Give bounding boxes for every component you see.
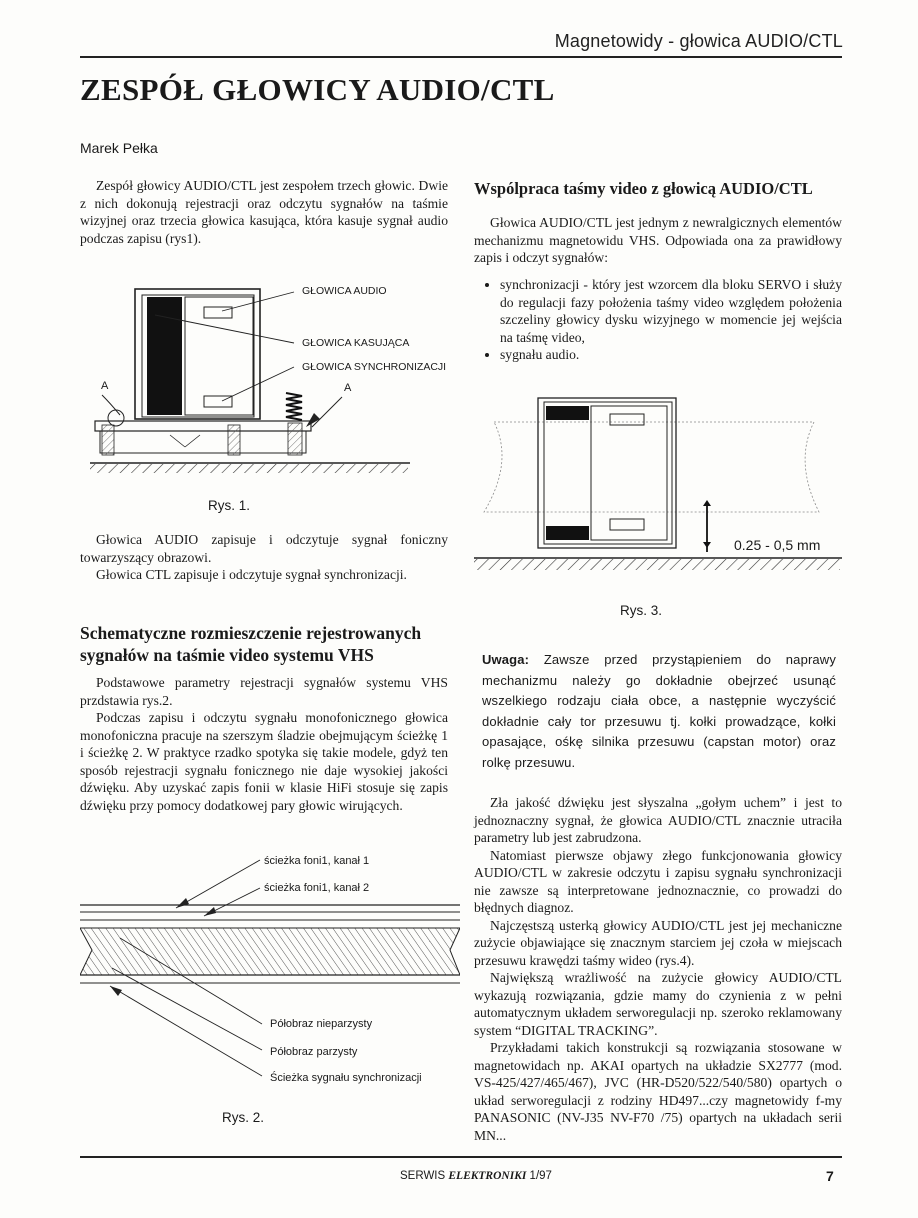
fig2-label-even-field: Półobraz parzysty xyxy=(270,1046,358,1058)
section-title-tape-cooperation: Wspólpraca taśmy video z głowicą AUDIO/CTL xyxy=(474,179,813,198)
ground-hatching xyxy=(90,464,408,473)
fig1-label-sync: GŁOWICA SYNCHRONIZACJI xyxy=(302,361,447,373)
base-plate xyxy=(95,421,311,431)
paragraph-common-fault: Najczęstszą usterką głowicy AUDIO/CTL jest jej mechaniczne zużycie objawiające się znacznym starciem jej czoła w miejscach przesuwu krawędzi taśmy wideo (rys.4). xyxy=(474,917,842,968)
paragraph-ctl-head: Głowica CTL zapisuje i odczytuje sygnał synchronizacji. xyxy=(96,567,407,582)
warning-text: Zawsze przed przystąpieniem do naprawy mechanizmu należy go dokładnie obejrzeć usunąć wszelkiego rodzaju ciała obce, a następnie wyczyścić dokładnie cały tor przesuwu tj. kołki prowadzące, kołki opasające, ośkę silnika przesuwu (capstan motor) oraz rolkę przesuwu. xyxy=(482,652,836,770)
footer-rule xyxy=(80,1156,842,1158)
paragraph-mono-recording: Podczas zapisu i odczytu sygnału monofonicznego głowica monofoniczna pracuje na szerszym śladzie obejmującym ścieżkę 1 i ścieżkę 2. W praktyce rzadko spotyka się takie modele, gdyż ten sposób rejestracji sygnału fonicznego nie daje wysokiej jakości dźwięku. Aby uzyskać zapis fonii w klasie HiFi stosuje się zapis dźwięku przy pomocy dodatkowej pary głowic wirujących. xyxy=(80,710,448,813)
adjusting-spring xyxy=(286,393,302,420)
paragraph-examples: Przykładami takich konstrukcji są rozwiązania stosowane w magnetowidach np. AKAI opartych na układzie SX2777 (mod. VS-425/427/465/467), JVC (HR-D520/522/540/580) opartych o układ serworegulacji z rodziny HD497...czy magnetowidy f-my PANASONIC (NV-J35 NV-F70 /75) opartych na układach serii MN... xyxy=(474,1040,842,1143)
article-title: ZESPÓŁ GŁOWICY AUDIO/CTL xyxy=(80,72,555,107)
tape-outline xyxy=(484,422,819,512)
list-item: • synchronizacji - który jest wzorcem dla bloku SERVO i służy do regulacji fazy położenia taśmy video względem położenia szczeliny głowicy dysku wizyjnego w momencie jej wejścia na taśmę video, xyxy=(500,276,842,346)
list-item: • sygnału audio. xyxy=(500,346,842,364)
warning-label: Uwaga: xyxy=(482,652,530,667)
fig2-label-track1: ścieżka foni1, kanał 1 xyxy=(264,855,370,867)
section-title-track-layout: Schematyczne rozmieszczenie rejestrowanych sygnałów na taśmie video systemu VHS xyxy=(80,623,422,665)
paragraph-vhs-params: Podstawowe parametry rejestracji sygnałów systemu VHS przdstawia rys.2. xyxy=(80,675,448,708)
figure-2-caption: Rys. 2. xyxy=(222,1110,265,1125)
paragraph-sync-symptoms: Natomiast pierwsze objawy złego funkcjonowania głowicy AUDIO/CTL w zakresie odczytu i zapisu sygnału synchronizacji nie zawsze są interpretowane jednoznacznie, co prowadzi do błędnych diagnoz. xyxy=(474,847,842,915)
page-number: 7 xyxy=(826,1168,834,1184)
header-rule xyxy=(80,56,842,58)
running-header: Magnetowidy - głowica AUDIO/CTL xyxy=(554,31,843,51)
issue-number: 1/97 xyxy=(529,1170,552,1182)
fig1-label-a-right: A xyxy=(344,382,352,394)
footer-magazine xyxy=(400,1170,552,1182)
paragraph-sensitivity: Największą wrażliwość na zużycie głowicy AUDIO/CTL wykazują rozwiązania, gdzie mamy do czynienia z w pełni automatycznym układem serworegulacji np. szeroko reklamowany system “DIGITAL TRACKING”. xyxy=(474,970,842,1038)
fig1-label-a-left: A xyxy=(101,380,109,392)
intro-paragraph: Zespół głowicy AUDIO/CTL jest zespołem trzech głowic. Dwie z nich dokonują rejestracji oraz odczytu sygnałów na taśmie wizyjnej oraz trzecia głowica kasująca, która kasuje sygnał audio podczas zapisu (rys1). xyxy=(80,178,448,246)
tape-body xyxy=(80,928,460,975)
black-core xyxy=(147,297,182,415)
fig3-measure-label: 0.25 - 0,5 mm xyxy=(734,537,821,553)
fig1-label-audio: GŁOWICA AUDIO xyxy=(302,285,387,297)
magazine-name: ELEKTRONIKI xyxy=(448,1170,527,1182)
figure-1-head-assembly xyxy=(80,275,460,475)
fig2-label-odd-field: Półobraz nieparzysty xyxy=(270,1018,373,1030)
fig2-label-sync-track: Ścieżka sygnału synchronizacji xyxy=(270,1072,422,1084)
figure-3-tape-head-contact xyxy=(474,392,854,582)
paragraph-audio-head: Głowica AUDIO zapisuje i odczytuje sygnał foniczny towarzyszący obrazowi. xyxy=(80,532,448,565)
paragraph-sound-quality: Zła jakość dźwięku jest słyszalna „gołym uchem” i jest to jednoznaczny sygnał, że głowica AUDIO/CTL znacznie utraciła parametry lub jest zabrudzona. xyxy=(474,795,842,845)
signal-list xyxy=(474,276,842,364)
fig2-label-track2: ścieżka foni1, kanał 2 xyxy=(264,882,370,894)
figure-3-caption: Rys. 3. xyxy=(620,603,663,618)
fig1-label-erase: GŁOWICA KASUJĄCA xyxy=(302,337,410,349)
ground-hatching xyxy=(474,559,840,570)
author: Marek Pełka xyxy=(80,140,158,156)
warning-note xyxy=(482,650,836,773)
paragraph-head-role: Głowica AUDIO/CTL jest jednym z newralgicznych elementów mechanizmu magnetowidu VHS. Odpowiada ona za prawidłowy zapis i odczyt sygnałów: xyxy=(474,215,842,265)
magazine-prefix: SERWIS xyxy=(400,1170,446,1182)
figure-1-caption: Rys. 1. xyxy=(208,498,251,513)
